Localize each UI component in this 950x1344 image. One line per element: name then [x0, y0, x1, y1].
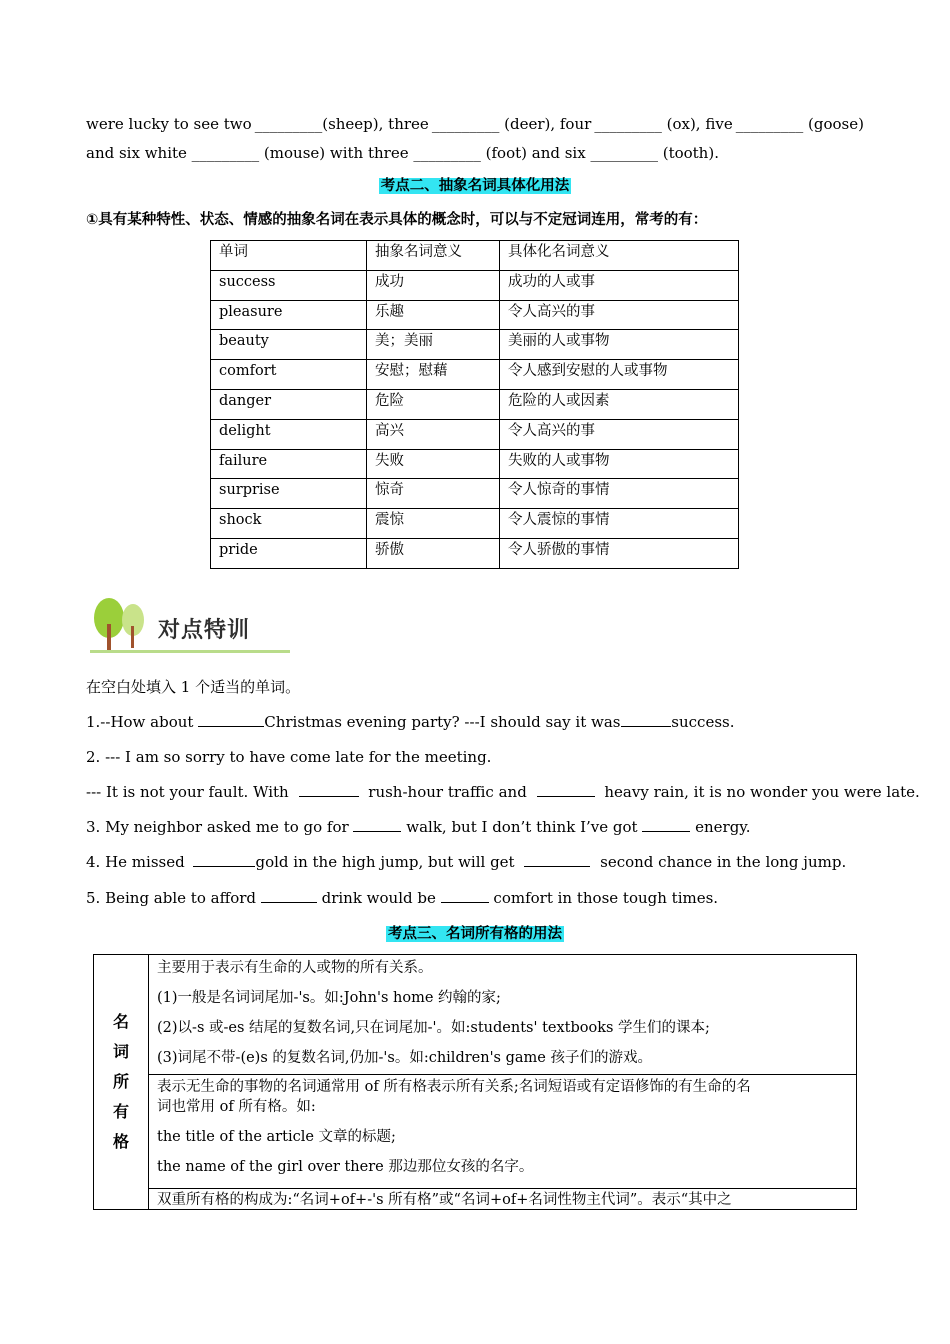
answer-blank[interactable]	[353, 817, 401, 832]
possessive-cell-1	[149, 955, 856, 1075]
question-2-prompt: 2. --- I am so sorry to have come late for the meeting.	[86, 748, 492, 766]
table-row	[211, 449, 739, 479]
table-cell: 失败的人或事物	[500, 449, 739, 479]
table-cell: 震惊	[367, 509, 500, 539]
answer-blank[interactable]	[537, 782, 595, 797]
table-cell: 美；美丽	[367, 330, 500, 360]
section-heading	[0, 175, 950, 196]
table-header: 抽象名词意义	[367, 241, 500, 271]
cell-line: 表示无生命的事物的名词通常用 of 所有格表示所有关系;名词短语或有定语修饰的有生命的名	[157, 1079, 751, 1095]
table-cell: delight	[211, 419, 367, 449]
section-heading-text: 考点三、名词所有格的用法	[388, 926, 562, 942]
row-label	[94, 955, 149, 1209]
table-cell: beauty	[211, 330, 367, 360]
text: _________ (ox), five	[594, 115, 733, 133]
cell-line: 主要用于表示有生命的人或物的所有关系。	[157, 960, 433, 976]
table-cell: 令人感到安慰的人或事物	[500, 360, 739, 390]
table-cell: pride	[211, 538, 367, 568]
possessive-cell-3	[149, 1190, 856, 1210]
text: 4. He missed	[86, 853, 185, 871]
question-4	[86, 852, 846, 872]
answer-blank[interactable]	[441, 888, 489, 903]
instruction: 在空白处填入 1 个适当的单词。	[86, 678, 301, 696]
text: _________ (deer), four	[431, 115, 592, 133]
table-cell: 美丽的人或事物	[500, 330, 739, 360]
table-cell: 令人高兴的事	[500, 419, 739, 449]
text: rush-hour traffic and	[368, 783, 527, 801]
text: 5. Being able to afford	[86, 889, 257, 907]
table-header: 具体化名词意义	[500, 241, 739, 271]
cell-line: the name of the girl over there 那边那位女孩的名字。	[157, 1159, 534, 1175]
answer-blank[interactable]	[621, 712, 671, 727]
rule-text: ①具有某种特性、状态、情感的抽象名词在表示具体的概念时，可以与不定冠词连用，常考的有：	[86, 212, 708, 228]
table-cell: 令人惊奇的事情	[500, 479, 739, 509]
table-cell: 失败	[367, 449, 500, 479]
table-cell: surprise	[211, 479, 367, 509]
question-3	[86, 817, 751, 837]
text: energy.	[695, 818, 751, 836]
answer-blank[interactable]	[642, 817, 690, 832]
table-row	[211, 509, 739, 539]
cell-line: (3)词尾不带-(e)s 的复数名词,仍加-'s。如:children's game 孩子们的游戏。	[157, 1050, 652, 1066]
row-label-char: 名	[112, 1012, 129, 1031]
answer-blank[interactable]	[193, 852, 255, 867]
table-row	[211, 419, 739, 449]
table-cell: failure	[211, 449, 367, 479]
table-row	[211, 270, 739, 300]
table-cell: 成功	[367, 270, 500, 300]
possessive-cell-2	[149, 1075, 856, 1189]
row-label-char: 格	[112, 1132, 129, 1151]
text: drink would be	[321, 889, 436, 907]
table-cell: 危险的人或因素	[500, 389, 739, 419]
text: heavy rain, it is no wonder you were late.	[604, 783, 920, 801]
cell-line: the title of the article 文章的标题;	[157, 1129, 396, 1145]
table-cell: 危险	[367, 389, 500, 419]
exercise-line-2: and six white _________ (mouse) with three _________ (foot) and six _________ (tooth).	[86, 144, 719, 162]
answer-blank[interactable]	[198, 712, 264, 727]
cell-line: 双重所有格的构成为:“名词+of+-'s 所有格”或“名词+of+名词性物主代词”。表示“其中之	[157, 1192, 732, 1208]
table-cell: 令人骄傲的事情	[500, 538, 739, 568]
table-cell: shock	[211, 509, 367, 539]
question-1	[86, 712, 734, 732]
table-cell: 骄傲	[367, 538, 500, 568]
table-row	[211, 330, 739, 360]
table-cell: 安慰；慰藉	[367, 360, 500, 390]
text: --- It is not your fault. With	[86, 783, 289, 801]
text: 1.--How about	[86, 713, 194, 731]
table-header: 单词	[211, 241, 367, 271]
section-heading-text: 考点二、抽象名词具体化用法	[380, 178, 570, 194]
table-cell: 令人震惊的事情	[500, 509, 739, 539]
text: walk, but I don’t think I’ve got	[406, 818, 638, 836]
cell-line: (2)以-s 或-es 结尾的复数名词,只在词尾加-'。如:students' textbooks 学生们的课本;	[157, 1020, 710, 1036]
row-label-char: 所	[112, 1072, 129, 1091]
text: _________ (goose)	[735, 115, 864, 133]
section-heading	[0, 923, 950, 944]
table-cell: 高兴	[367, 419, 500, 449]
row-label-char: 词	[112, 1042, 129, 1061]
table-cell: comfort	[211, 360, 367, 390]
text: 3. My neighbor asked me to go for	[86, 818, 349, 836]
table-row	[211, 538, 739, 568]
table-row	[211, 360, 739, 390]
question-2	[86, 782, 920, 802]
text: success.	[671, 713, 735, 731]
table-cell: 乐趣	[367, 300, 500, 330]
table-cell: 惊奇	[367, 479, 500, 509]
badge-label: 对点特训	[158, 618, 251, 643]
table-cell: 成功的人或事	[500, 270, 739, 300]
exercise-line-1	[86, 114, 864, 134]
abstract-noun-table	[210, 240, 739, 569]
possessive-table	[93, 954, 857, 1210]
text: comfort in those tough times.	[493, 889, 719, 907]
text: Christmas evening party? ---I should say it was	[264, 713, 621, 731]
text: gold in the high jump, but will get	[255, 853, 515, 871]
table-row	[211, 479, 739, 509]
table-cell: danger	[211, 389, 367, 419]
table-row	[211, 300, 739, 330]
answer-blank[interactable]	[524, 852, 590, 867]
text: second chance in the long jump.	[600, 853, 847, 871]
cell-line: (1)一般是名词词尾加-'s。如:John's home 约翰的家;	[157, 990, 501, 1006]
cell-line: 词也常用 of 所有格。如:	[157, 1099, 316, 1115]
row-label-char: 有	[112, 1102, 129, 1121]
table-cell: pleasure	[211, 300, 367, 330]
text: were lucky to see two	[86, 115, 252, 133]
table-cell: 令人高兴的事	[500, 300, 739, 330]
question-5	[86, 888, 718, 908]
table-row	[211, 389, 739, 419]
answer-blank[interactable]	[299, 782, 359, 797]
answer-blank[interactable]	[261, 888, 317, 903]
table-header-row	[211, 241, 739, 271]
table-cell: success	[211, 270, 367, 300]
text: _________(sheep), three	[254, 115, 429, 133]
